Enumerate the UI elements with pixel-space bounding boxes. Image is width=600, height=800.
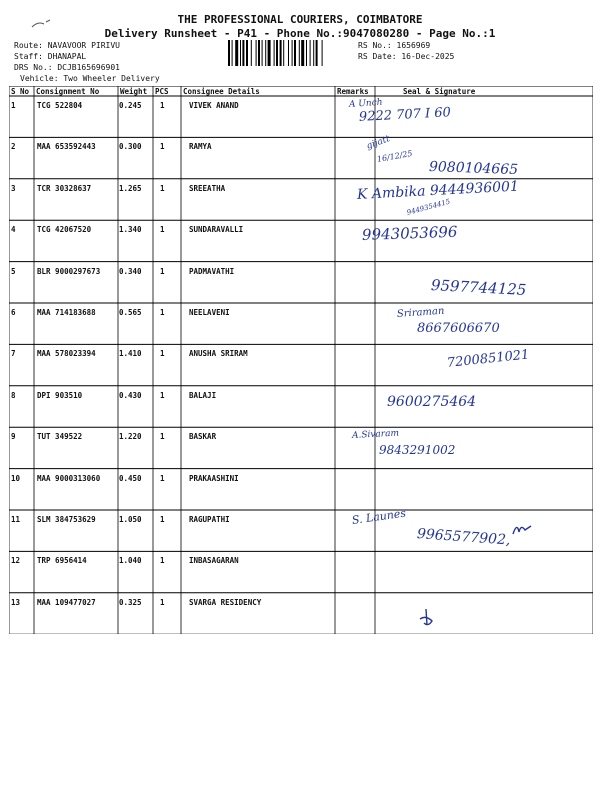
consignee-name: INBASAGARAN — [189, 556, 239, 566]
consignee-name: SUNDARAVALLI — [189, 225, 244, 235]
pcs-count: 1 — [160, 432, 165, 442]
row-sno: 10 — [11, 473, 21, 483]
corner-mark-icon — [30, 18, 54, 32]
pcs-count: 1 — [160, 142, 165, 152]
weight-value: 0.565 — [119, 308, 142, 317]
weight-value: 1.040 — [119, 556, 142, 566]
weight-value: 0.325 — [119, 597, 142, 607]
handwritten-signature: 9080104665 — [428, 159, 519, 179]
consignment-number: TCG 522804 — [37, 101, 83, 110]
handwritten-signature: 9943053696 — [361, 222, 458, 245]
consignee-name: SREEATHA — [189, 183, 226, 193]
weight-value: 1.340 — [119, 225, 142, 235]
consignment-number: TCG 42067520 — [37, 225, 92, 235]
col-sno-header: S No — [11, 87, 30, 96]
runsheet-subtitle: Delivery Runsheet - P41 - Phone No.:9047080280 - Page No.:1 — [104, 27, 496, 40]
handwritten-signature: 16/12/25 — [376, 149, 414, 165]
consignment-number: MAA 9000313060 — [37, 473, 101, 483]
pcs-count: 1 — [160, 473, 165, 483]
consignment-number: DPI 903510 — [37, 390, 83, 400]
route-text: Route: NAVAVOOR PIRIVU — [14, 41, 120, 50]
handwritten-signature: gijatt — [365, 134, 392, 153]
weight-value: 1.410 — [119, 349, 142, 359]
consignment-number: BLR 9000297673 — [37, 266, 101, 276]
consignment-number: TUT 349522 — [37, 432, 83, 442]
consignment-number: MAA 109477027 — [37, 597, 96, 607]
signature-mark-icon — [414, 603, 444, 633]
handwritten-signature: 7200851021 — [446, 347, 531, 372]
col-consignee-details-header: Consignee Details — [183, 87, 260, 96]
row-sno: 5 — [11, 266, 16, 276]
staff-text: Staff: DHANAPAL — [14, 52, 87, 61]
pcs-count: 1 — [160, 308, 165, 317]
row-sno: 7 — [11, 349, 16, 359]
consignee-name: NEELAVENI — [189, 308, 230, 317]
weight-value: 1.265 — [119, 183, 142, 193]
pcs-count: 1 — [160, 515, 165, 524]
handwritten-signature: A Unch — [348, 97, 383, 110]
row-sno: 11 — [11, 515, 21, 524]
consignee-name: RAGUPATHI — [189, 515, 230, 524]
handwritten-signature: 9600275464 — [387, 393, 477, 410]
handwritten-signature: 8667606670 — [417, 321, 500, 336]
drs-number: DRS No.: DCJB165696901 — [14, 63, 120, 72]
row-sno: 1 — [11, 101, 16, 110]
consignee-name: BASKAR — [189, 432, 217, 442]
weight-value: 0.430 — [119, 390, 142, 400]
handwritten-signature: A.Sivaram — [351, 428, 400, 442]
rs-date: RS Date: 16-Dec-2025 — [358, 52, 455, 61]
row-sno: 3 — [11, 183, 16, 193]
row-sno: 2 — [11, 142, 16, 152]
consignment-number: SLM 384753629 — [37, 515, 96, 524]
runsheet-table — [9, 86, 593, 634]
row-sno: 9 — [11, 432, 16, 442]
consignee-name: PRAKAASHINI — [189, 473, 239, 483]
pcs-count: 1 — [160, 183, 165, 193]
company-title: THE PROFESSIONAL COURIERS, COIMBATORE — [177, 13, 423, 26]
handwritten-signature: Sriraman — [396, 305, 445, 320]
row-sno: 12 — [11, 556, 21, 566]
col-seal-signature-header: Seal & Signature — [403, 87, 476, 96]
rs-number: RS No.: 1656969 — [358, 41, 431, 50]
row-sno: 13 — [11, 597, 21, 607]
weight-value: 1.220 — [119, 432, 142, 442]
consignment-number: MAA 653592443 — [37, 142, 96, 152]
vehicle-text: Vehicle: Two Wheeler Delivery — [20, 74, 160, 83]
col-weight-header: Weight — [120, 87, 148, 96]
weight-value: 1.050 — [119, 515, 142, 524]
consignment-number: MAA 714183688 — [37, 308, 96, 317]
weight-value: 0.340 — [119, 266, 142, 276]
row-sno: 4 — [11, 225, 16, 235]
weight-value: 0.300 — [119, 142, 142, 152]
weight-value: 0.450 — [119, 473, 142, 483]
pcs-count: 1 — [160, 349, 165, 359]
row-sno: 6 — [11, 308, 16, 317]
pcs-count: 1 — [160, 266, 165, 276]
handwritten-signature: 9965577902, — [416, 526, 511, 549]
consignment-number: TCR 30328637 — [37, 183, 92, 193]
consignee-name: RAMYA — [189, 142, 212, 152]
handwritten-signature: K Ambika 9444936001 — [356, 178, 520, 203]
pcs-count: 1 — [160, 556, 165, 566]
weight-value: 0.245 — [119, 101, 142, 110]
handwritten-signature: 9843291002 — [379, 443, 456, 458]
pcs-count: 1 — [160, 225, 165, 235]
consignee-name: PADMAVATHI — [189, 266, 235, 276]
handwritten-signature: S. Launes — [351, 506, 407, 527]
consignment-number: MAA 578023394 — [37, 349, 96, 359]
consignee-name: SVARGA RESIDENCY — [189, 597, 262, 607]
pcs-count: 1 — [160, 597, 165, 607]
handwritten-signature: 9597744125 — [430, 275, 527, 299]
barcode — [228, 40, 354, 66]
consignee-name: BALAJI — [189, 390, 217, 400]
col-pcs-header: PCS — [155, 87, 169, 96]
handwritten-signature: 9449354415 — [405, 197, 452, 217]
handwritten-signature: 9222 707 I 60 — [358, 105, 452, 125]
pcs-count: 1 — [160, 101, 165, 110]
pcs-count: 1 — [160, 390, 165, 400]
col-remarks-header: Remarks — [337, 87, 369, 96]
col-consignment-no-header: Consignment No — [36, 87, 100, 96]
row-sno: 8 — [11, 390, 16, 400]
consignee-name: ANUSHA SRIRAM — [189, 349, 248, 359]
consignment-number: TRP 6956414 — [37, 556, 87, 566]
signature-mark-icon — [509, 516, 539, 546]
consignee-name: VIVEK ANAND — [189, 101, 239, 110]
